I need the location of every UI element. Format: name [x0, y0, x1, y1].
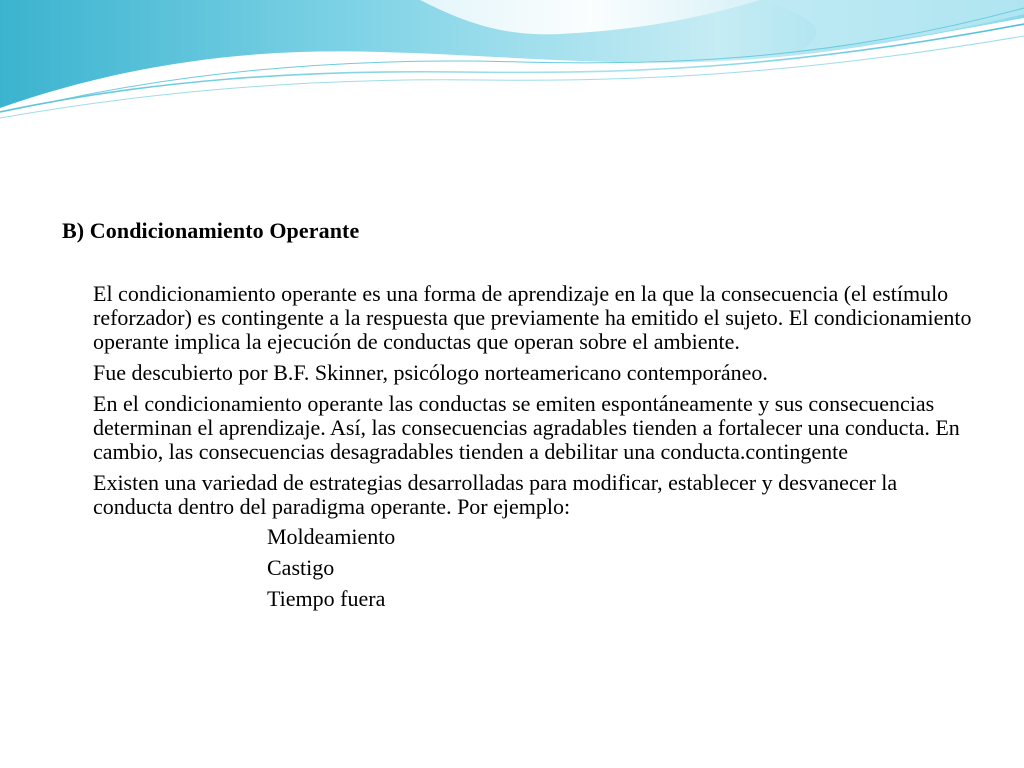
paragraph-discovery: Fue descubierto por B.F. Skinner, psicólogo norteamericano contemporáneo.	[93, 360, 768, 385]
list-item: Moldeamiento	[267, 524, 396, 549]
examples-list	[93, 521, 973, 614]
paragraph-definition: El condicionamiento operante es una forma de aprendizaje en la que la consecuencia (el estímulo reforzador) es contingente a la respuesta que previamente ha emitido el sujeto. El condicionamiento operante implica la ejecución de conductas que operan sobre el ambiente.	[93, 281, 972, 354]
list-item: Tiempo fuera	[267, 586, 386, 611]
slide-body	[93, 282, 973, 614]
paragraph-consequences: En el condicionamiento operante las conductas se emiten espontáneamente y sus consecuencias determinan el aprendizaje. Así, las consecuencias agradables tienden a fortalecer una conducta. En cambio, las consecuencias desagradables tienden a debilitar una conducta.contingente	[93, 391, 960, 464]
header-wave-decoration	[0, 0, 1024, 130]
list-item: Castigo	[267, 555, 335, 580]
paragraph-strategies: Existen una variedad de estrategias desarrolladas para modificar, establecer y desvanecer la conducta dentro del paradigma operante. Por ejemplo:	[93, 470, 898, 519]
slide-heading: B) Condicionamiento Operante	[62, 218, 360, 243]
